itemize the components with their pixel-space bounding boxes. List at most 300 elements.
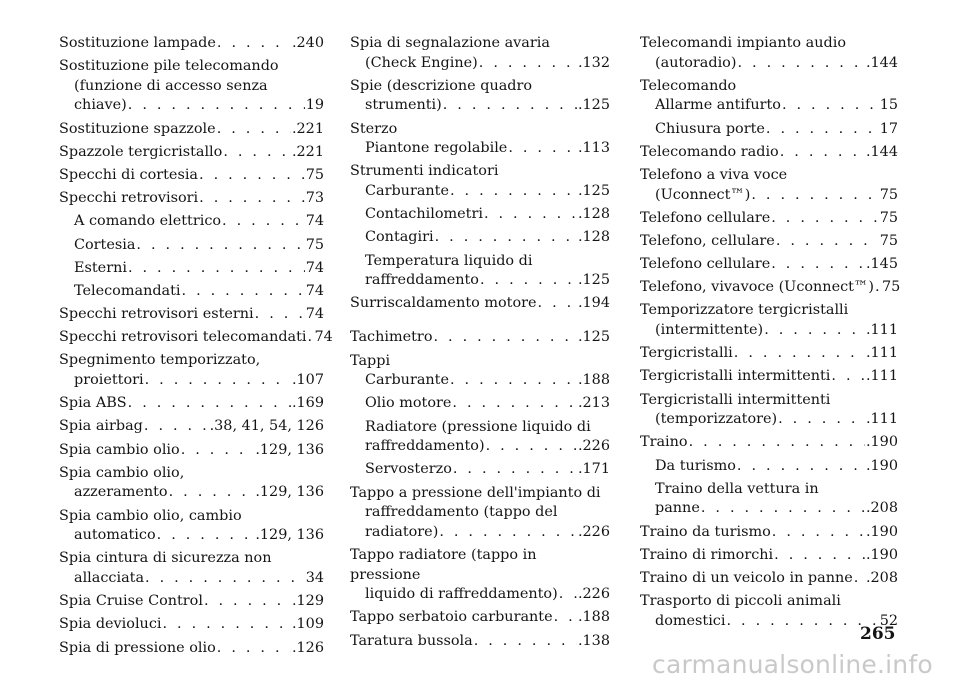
dot-leader bbox=[771, 209, 878, 229]
index-column-1 bbox=[59, 34, 333, 662]
index-entry-row bbox=[350, 228, 610, 248]
index-entry-text: raffreddamento (tappo del bbox=[365, 504, 558, 521]
index-entry-row bbox=[59, 166, 324, 186]
index-entry-row bbox=[350, 437, 610, 457]
index-entry bbox=[640, 232, 898, 252]
index-entry-page: .240 bbox=[291, 35, 324, 51]
index-entry-row bbox=[350, 54, 610, 74]
index-entry-page: .226 bbox=[577, 523, 610, 540]
index-entry-row bbox=[640, 367, 898, 387]
index-entry bbox=[59, 549, 324, 588]
index-entry-page: .111 bbox=[865, 411, 898, 428]
index-entry-label: (autoradio) bbox=[655, 54, 737, 71]
index-entry-page: .129, 136 bbox=[255, 527, 324, 544]
dot-leader bbox=[875, 278, 881, 298]
index-column-2 bbox=[350, 34, 610, 655]
index-entry-row bbox=[59, 615, 324, 635]
index-entry-page: 34 bbox=[305, 569, 324, 586]
index-entry-text: (funzione di accesso senza bbox=[74, 77, 268, 94]
index-entry-page: .190 bbox=[865, 434, 898, 451]
dot-leader bbox=[474, 632, 577, 652]
index-entry-row bbox=[59, 189, 324, 209]
index-entry-page: .138 bbox=[577, 632, 610, 649]
index-entry-page: .111 bbox=[865, 368, 898, 385]
index-entry-page: .213 bbox=[577, 395, 610, 412]
index-entry-label: Tachimetro bbox=[350, 329, 433, 346]
index-entry-page: .109 bbox=[291, 616, 324, 633]
index-entry bbox=[640, 120, 898, 140]
dot-leader bbox=[169, 483, 255, 503]
index-entry-page: 74 bbox=[305, 282, 324, 299]
index-entry-row bbox=[350, 632, 610, 652]
dot-leader bbox=[217, 34, 291, 54]
dot-leader bbox=[199, 189, 305, 209]
index-entry bbox=[59, 417, 324, 437]
index-entry-label: allacciata bbox=[74, 569, 145, 586]
index-entry-label: Spia di pressione olio bbox=[59, 639, 216, 656]
index-entry-label: strumenti) bbox=[365, 97, 442, 114]
index-entry-label: Olio motore bbox=[365, 395, 452, 412]
index-entry bbox=[350, 418, 610, 457]
index-entry bbox=[640, 546, 898, 566]
index-entry-row bbox=[350, 460, 610, 480]
dot-leader bbox=[782, 96, 879, 116]
index-entry-row bbox=[59, 441, 324, 461]
dot-leader bbox=[776, 232, 879, 252]
dot-leader bbox=[182, 282, 305, 302]
index-entry bbox=[59, 394, 324, 414]
index-entry bbox=[59, 57, 324, 116]
index-entry-text: Tappo a pressione dell'impianto di bbox=[350, 484, 601, 501]
index-entry bbox=[59, 166, 324, 186]
index-entry-label: raffreddamento) bbox=[365, 438, 485, 455]
index-entry bbox=[640, 480, 898, 519]
index-entry bbox=[59, 34, 324, 54]
dot-leader bbox=[854, 569, 865, 589]
index-entry bbox=[59, 441, 324, 461]
dot-leader bbox=[144, 417, 209, 437]
index-entry-page: 74 bbox=[305, 259, 324, 276]
dot-leader bbox=[145, 371, 291, 391]
dot-leader bbox=[145, 569, 305, 589]
index-entry bbox=[59, 351, 324, 390]
index-entry-label: Specchi di cortesia bbox=[59, 166, 199, 183]
dot-leader bbox=[452, 394, 577, 414]
watermark-footer: carmanualsonline.info bbox=[652, 650, 933, 679]
dot-leader bbox=[162, 615, 290, 635]
index-entry-label: Traino di rimorchi bbox=[640, 546, 774, 563]
index-entry-label: A comando elettrico bbox=[74, 213, 222, 230]
index-entry-page: .38, 41, 54, 126 bbox=[209, 418, 324, 435]
dot-leader bbox=[217, 639, 291, 659]
dot-leader bbox=[689, 433, 865, 453]
index-entry-page: 74 bbox=[305, 306, 324, 323]
index-entry bbox=[350, 34, 610, 73]
index-entry-row bbox=[59, 259, 324, 279]
index-entry-label: domestici bbox=[655, 612, 726, 629]
index-entry-label: Telecomandati bbox=[74, 282, 181, 299]
index-entry-page: .125 bbox=[577, 272, 610, 289]
index-entry bbox=[640, 367, 898, 387]
index-entry-label: Spia airbag bbox=[59, 418, 143, 435]
index-entry-label: Specchi retrovisori bbox=[59, 190, 199, 207]
dot-leader bbox=[450, 371, 577, 391]
index-entry bbox=[350, 394, 610, 414]
index-entry-row bbox=[640, 54, 898, 74]
index-entry-page: .169 bbox=[291, 395, 324, 412]
dot-leader bbox=[450, 182, 577, 202]
index-entry-label: automatico bbox=[74, 527, 156, 544]
dot-leader bbox=[136, 236, 304, 256]
index-entry-row bbox=[59, 305, 324, 325]
index-entry-page: .190 bbox=[865, 523, 898, 540]
index-entry-page: .144 bbox=[865, 143, 898, 160]
index-entry bbox=[350, 632, 610, 652]
index-entry-text: Tappo radiatore (tappo in pressione bbox=[350, 546, 537, 583]
index-entry-row bbox=[640, 255, 898, 275]
index-entry bbox=[59, 592, 324, 612]
index-entry-label: Spia Cruise Control bbox=[59, 593, 203, 610]
index-entry-page: .221 bbox=[291, 120, 324, 137]
index-entry-label: Traino da turismo bbox=[640, 523, 771, 540]
index-entry-page: 75 bbox=[881, 279, 901, 296]
index-entry bbox=[640, 344, 898, 364]
index-entry-label: proiettori bbox=[74, 372, 144, 389]
dot-leader bbox=[435, 228, 577, 248]
index-entry bbox=[640, 391, 898, 430]
index-entry-page: .208 bbox=[865, 569, 898, 586]
index-entry-text: Traino della vettura in bbox=[655, 480, 819, 497]
index-entry bbox=[350, 484, 610, 543]
index-entry-page: .128 bbox=[577, 206, 610, 223]
dot-leader bbox=[199, 166, 305, 186]
dot-leader bbox=[204, 592, 291, 612]
dot-leader bbox=[453, 460, 577, 480]
index-entry bbox=[59, 328, 333, 348]
index-entry-row bbox=[350, 523, 610, 543]
index-entry bbox=[350, 352, 610, 391]
dot-leader bbox=[128, 96, 305, 116]
index-entry bbox=[640, 209, 898, 229]
index-entry-label: chiave) bbox=[74, 97, 127, 114]
index-entry-row bbox=[350, 585, 610, 605]
index-entry bbox=[640, 143, 898, 163]
index-entry-row bbox=[640, 457, 898, 477]
index-entry-page: 75 bbox=[879, 232, 898, 249]
index-entry-row bbox=[350, 608, 610, 628]
index-entry bbox=[350, 328, 610, 348]
index-entry bbox=[59, 143, 324, 163]
index-entry-label: Traino bbox=[640, 434, 688, 451]
dot-leader bbox=[771, 255, 865, 275]
index-entry-row bbox=[59, 236, 324, 256]
index-entry-row bbox=[640, 209, 898, 229]
index-entry-text: Spia di segnalazione avaria bbox=[350, 35, 550, 51]
index-entry-page: 75 bbox=[879, 186, 898, 203]
index-entry-row bbox=[640, 120, 898, 140]
index-entry bbox=[59, 507, 324, 546]
index-entry-page: 75 bbox=[305, 236, 324, 253]
index-entry-page: 74 bbox=[305, 213, 324, 230]
dot-leader bbox=[751, 186, 878, 206]
index-entry-page: .125 bbox=[577, 329, 610, 346]
index-entry-row bbox=[59, 569, 324, 589]
dot-leader bbox=[217, 120, 291, 140]
index-entry-row bbox=[350, 294, 610, 314]
index-entry-label: Da turismo bbox=[655, 457, 736, 474]
index-entry bbox=[350, 205, 610, 225]
dot-leader bbox=[484, 205, 577, 225]
index-entry-page: .145 bbox=[865, 256, 898, 273]
index-entry-text: Spia cambio olio, bbox=[59, 464, 185, 481]
index-entry-row bbox=[640, 278, 901, 298]
index-entry-label: raffreddamento bbox=[365, 272, 479, 289]
index-entry-page: 74 bbox=[314, 329, 333, 346]
index-entry bbox=[640, 523, 898, 543]
index-entry-row bbox=[59, 371, 324, 391]
index-entry-label: (temporizzatore) bbox=[655, 411, 778, 428]
index-entry-row bbox=[59, 526, 324, 546]
index-entry-label: Chiusura porte bbox=[655, 120, 765, 137]
index-entry-page: .190 bbox=[865, 546, 898, 563]
index-entry-label: panne bbox=[655, 500, 700, 517]
index-entry-label: Specchi retrovisori telecomandati bbox=[59, 329, 307, 346]
index-entry-text: Temporizzatore tergicristalli bbox=[640, 302, 849, 319]
dot-leader bbox=[439, 523, 577, 543]
index-entry-page: 17 bbox=[879, 120, 898, 137]
index-entry-label: Tappo serbatoio carburante bbox=[350, 609, 553, 626]
index-entry bbox=[350, 460, 610, 480]
index-entry-label: (Uconnect™) bbox=[655, 186, 751, 203]
index-entry-label: Esterni bbox=[74, 259, 127, 276]
index-entry-text: Sterzo bbox=[350, 120, 398, 137]
index-entry-page: .171 bbox=[577, 461, 610, 478]
index-entry-label: Specchi retrovisori esterni bbox=[59, 306, 254, 323]
index-entry bbox=[59, 305, 324, 325]
index-entry-text: Telefono a viva voce bbox=[640, 166, 788, 183]
dot-leader bbox=[128, 259, 305, 279]
index-entry bbox=[59, 464, 324, 503]
index-entry-page: .226 bbox=[577, 586, 610, 603]
index-entry-label: Servosterzo bbox=[365, 461, 452, 478]
dot-leader bbox=[433, 328, 576, 348]
dot-leader bbox=[508, 139, 577, 159]
dot-leader bbox=[181, 441, 255, 461]
dot-leader bbox=[772, 523, 865, 543]
index-entry-row bbox=[640, 321, 898, 341]
dot-leader bbox=[128, 394, 291, 414]
index-entry-text: Temperatura liquido di bbox=[365, 252, 533, 269]
index-entry bbox=[350, 546, 610, 605]
index-entry-text: Spia cambio olio, cambio bbox=[59, 507, 242, 524]
index-entry-text: Tappi bbox=[350, 352, 391, 369]
index-entry-page: .129, 136 bbox=[255, 484, 324, 501]
dot-leader bbox=[559, 585, 577, 605]
dot-leader bbox=[737, 54, 864, 74]
index-entry-label: (intermittente) bbox=[655, 322, 764, 339]
index-entry-page: .126 bbox=[291, 639, 324, 656]
index-entry-row bbox=[350, 371, 610, 391]
index-entry-page: .128 bbox=[577, 229, 610, 246]
index-entry-text: Spia cintura di sicurezza non bbox=[59, 550, 272, 567]
index-entry-row bbox=[59, 394, 324, 414]
index-entry-row bbox=[640, 410, 898, 430]
index-entry bbox=[640, 569, 898, 589]
index-entry-text: Strumenti indicatori bbox=[350, 163, 499, 180]
index-entry-row bbox=[59, 143, 324, 163]
index-entry-row bbox=[59, 282, 324, 302]
index-entry bbox=[350, 252, 610, 291]
index-entry bbox=[350, 294, 610, 314]
index-entry-row bbox=[350, 96, 610, 116]
dot-leader bbox=[480, 271, 577, 291]
index-entry-label: Telefono cellulare bbox=[640, 256, 771, 273]
index-entry-page: .226 bbox=[577, 438, 610, 455]
index-entry-text: Radiatore (pressione liquido di bbox=[365, 418, 591, 435]
index-entry-label: liquido di raffreddamento) bbox=[365, 586, 558, 603]
index-entry-row bbox=[350, 182, 610, 202]
index-entry-row bbox=[640, 232, 898, 252]
index-entry-label: Carburante bbox=[365, 372, 449, 389]
index-entry-label: Tergicristalli bbox=[640, 345, 733, 362]
index-entry-row bbox=[640, 569, 898, 589]
index-entry-row bbox=[640, 523, 898, 543]
index-entry-row bbox=[59, 483, 324, 503]
dot-leader bbox=[443, 96, 577, 116]
index-entry-text: Trasporto di piccoli animali bbox=[640, 593, 841, 610]
index-entry-page: 75 bbox=[305, 166, 324, 183]
index-entry bbox=[350, 162, 610, 201]
index-entry-row bbox=[640, 499, 898, 519]
dot-leader bbox=[308, 328, 314, 348]
index-entry-row bbox=[640, 143, 898, 163]
index-entry-label: (Check Engine) bbox=[365, 54, 478, 71]
index-entry-row bbox=[640, 96, 898, 116]
index-entry-label: Carburante bbox=[365, 182, 449, 199]
index-entry-page: .125 bbox=[577, 97, 610, 114]
index-entry-page: .129 bbox=[291, 593, 324, 610]
spacer bbox=[350, 317, 610, 328]
index-entry-label: radiatore) bbox=[365, 523, 439, 540]
index-entry-label: Spazzole tergicristallo bbox=[59, 143, 223, 160]
index-entry-page: .190 bbox=[865, 457, 898, 474]
index-entry bbox=[640, 301, 898, 340]
index-entry-row bbox=[59, 34, 324, 54]
index-entry-page: 75 bbox=[879, 209, 898, 226]
index-entry-label: Spia ABS bbox=[59, 395, 127, 412]
index-entry-label: Spia cambio olio bbox=[59, 441, 180, 458]
index-entry-page: .188 bbox=[577, 372, 610, 389]
index-entry-label: Cortesia bbox=[74, 236, 136, 253]
index-entry-row bbox=[640, 344, 898, 364]
index-entry-row bbox=[59, 212, 324, 232]
index-entry bbox=[59, 615, 324, 635]
index-entry-row bbox=[59, 328, 333, 348]
index-entry-row bbox=[640, 546, 898, 566]
index-entry-label: Sostituzione lampade bbox=[59, 35, 216, 51]
index-column-3 bbox=[640, 34, 901, 635]
index-entry-label: Surriscaldamento motore bbox=[350, 295, 537, 312]
index-entry bbox=[640, 77, 898, 116]
index-entry-row bbox=[350, 205, 610, 225]
index-entry-label: Sostituzione spazzole bbox=[59, 120, 216, 137]
index-entry-row bbox=[350, 271, 610, 291]
index-entry-row bbox=[350, 139, 610, 159]
index-entry-label: Telefono, cellulare bbox=[640, 232, 775, 249]
dot-leader bbox=[701, 499, 865, 519]
index-entry-page: .132 bbox=[577, 54, 610, 71]
index-entry-page: .111 bbox=[865, 345, 898, 362]
index-entry bbox=[640, 457, 898, 477]
index-entry-page: .221 bbox=[291, 143, 324, 160]
index-entry-page: .188 bbox=[577, 609, 610, 626]
index-entry bbox=[640, 34, 898, 73]
index-entry bbox=[350, 120, 610, 159]
dot-leader bbox=[737, 457, 865, 477]
index-entry-row bbox=[640, 433, 898, 453]
index-entry-row bbox=[350, 328, 610, 348]
index-entry-label: Taratura bussola bbox=[350, 632, 473, 649]
index-entry-label: Traino di un veicolo in panne bbox=[640, 569, 853, 586]
dot-leader bbox=[774, 546, 865, 566]
dot-leader bbox=[726, 612, 878, 632]
index-entry-label: Contachilometri bbox=[365, 206, 483, 223]
dot-leader bbox=[538, 294, 577, 314]
index-entry-label: Telefono cellulare bbox=[640, 209, 771, 226]
index-entry bbox=[59, 212, 324, 232]
index-entry-row bbox=[59, 417, 324, 437]
index-entry-row bbox=[350, 394, 610, 414]
index-entry-page: .125 bbox=[577, 182, 610, 199]
index-entry-text: Spegnimento temporizzato, bbox=[59, 352, 261, 369]
index-entry-page: .208 bbox=[865, 500, 898, 517]
index-entry-page: 52 bbox=[879, 612, 898, 629]
index-entry-page: .111 bbox=[865, 322, 898, 339]
index-entry-label: Telefono, vivavoce (Uconnect™) bbox=[640, 279, 874, 296]
index-entry-page: .113 bbox=[577, 140, 610, 157]
index-entry-label: Tergicristalli intermittenti bbox=[640, 368, 831, 385]
index-entry-page: 73 bbox=[305, 190, 324, 207]
index-entry-row bbox=[59, 592, 324, 612]
index-entry-text: Telecomandi impianto audio bbox=[640, 35, 846, 51]
index-entry bbox=[59, 282, 324, 302]
index-entry-page: 19 bbox=[305, 97, 324, 114]
index-entry bbox=[640, 278, 901, 298]
index-entry-row bbox=[59, 96, 324, 116]
index-entry bbox=[59, 236, 324, 256]
dot-leader bbox=[479, 54, 577, 74]
index-entry-label: Contagiri bbox=[365, 229, 434, 246]
dot-leader bbox=[778, 410, 865, 430]
index-entry-label: Telecomando radio bbox=[640, 143, 779, 160]
dot-leader bbox=[554, 608, 577, 628]
index-entry bbox=[640, 166, 898, 205]
index-entry-label: azzeramento bbox=[74, 484, 168, 501]
index-entry-row bbox=[59, 639, 324, 659]
index-entry bbox=[640, 433, 898, 453]
index-entry bbox=[59, 639, 324, 659]
index-entry-page: .107 bbox=[291, 372, 324, 389]
index-entry-page: 15 bbox=[879, 97, 898, 114]
index-entry bbox=[350, 608, 610, 628]
dot-leader bbox=[764, 321, 865, 341]
index-entry-page: .129, 136 bbox=[255, 441, 324, 458]
index-entry bbox=[640, 255, 898, 275]
index-entry-label: Piantone regolabile bbox=[365, 140, 508, 157]
index-entry-page: .144 bbox=[865, 54, 898, 71]
index-entry-text: Telecomando bbox=[640, 77, 737, 94]
dot-leader bbox=[734, 344, 865, 364]
